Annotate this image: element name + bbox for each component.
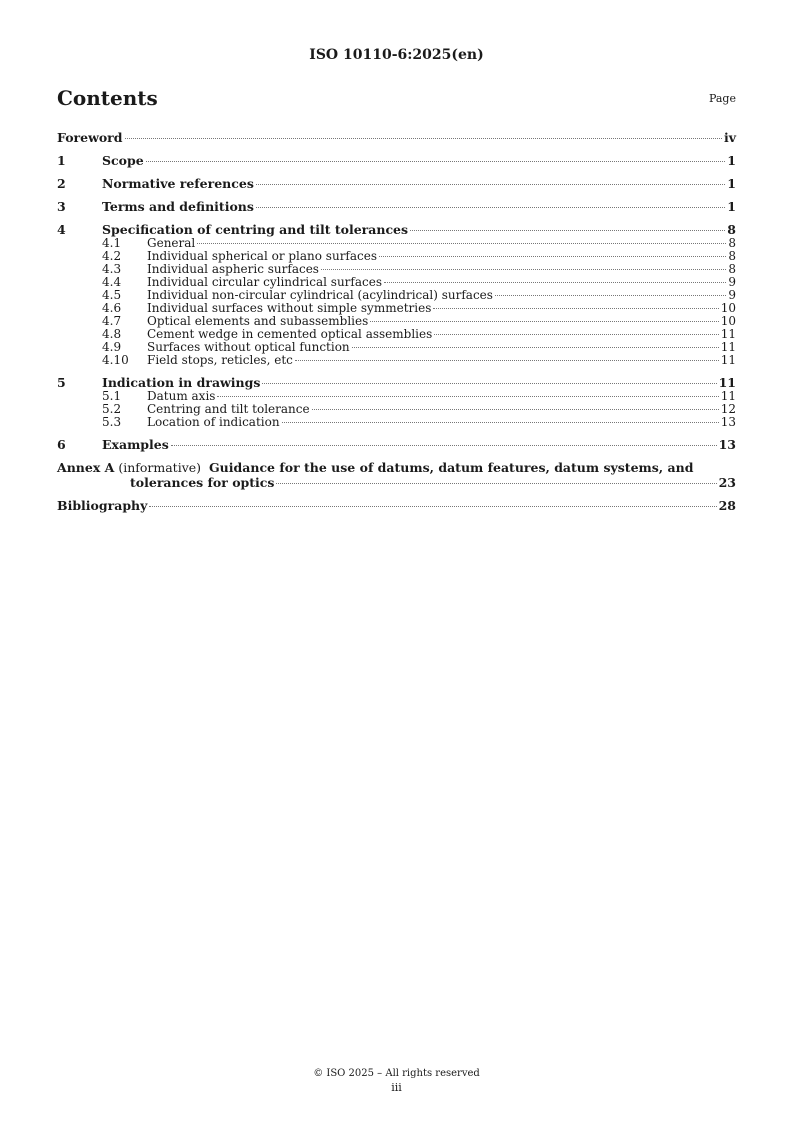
toc-subentry-label: Location of indication <box>147 415 280 429</box>
toc-subentry-label: Cement wedge in cemented optical assemblies <box>147 327 433 341</box>
dot-leader <box>295 360 719 361</box>
dot-leader <box>146 161 726 162</box>
toc-entry-page: 1 <box>727 199 736 214</box>
toc-subentry-label: Surfaces without optical function <box>147 340 350 354</box>
toc-entry-scope[interactable] <box>57 153 736 168</box>
dot-leader <box>217 396 718 397</box>
toc-subentry-label: Individual spherical or plano surfaces <box>147 249 378 263</box>
toc-subentry-number: 5.3 <box>102 415 122 429</box>
toc-subentry-label: Centring and tilt tolerance <box>147 402 310 416</box>
annex-title-line1: Guidance for the use of datums, datum features, datum systems, and <box>209 460 694 475</box>
toc-subentry-page: 11 <box>720 389 736 403</box>
annex-prefix: Annex A <box>57 460 115 475</box>
dot-leader <box>410 230 725 231</box>
toc-subentry-number: 4.9 <box>102 340 122 354</box>
toc-entry-label: Examples <box>102 437 169 452</box>
toc-entry-label: Specification of centring and tilt tolerances <box>102 222 409 237</box>
toc-entry-annex-a-continued[interactable] <box>57 475 736 490</box>
toc-entry-foreword[interactable] <box>57 130 736 145</box>
toc-subentry-page: 8 <box>728 236 736 250</box>
dot-leader <box>434 334 718 335</box>
dot-leader <box>256 207 725 208</box>
dot-leader <box>370 321 718 322</box>
dot-leader <box>433 308 718 309</box>
table-of-contents <box>57 130 736 513</box>
toc-entry-number: 3 <box>57 199 66 214</box>
toc-entry-page: 28 <box>718 498 736 513</box>
toc-entry-examples[interactable] <box>57 437 736 452</box>
toc-entry-label: Normative references <box>102 176 254 191</box>
toc-subentry-label: Individual surfaces without simple symmetries <box>147 301 432 315</box>
toc-subentry-label: Field stops, reticles, etc <box>147 353 293 367</box>
dot-leader <box>171 445 717 446</box>
page-title: Contents <box>57 86 158 110</box>
annex-page: 23 <box>718 475 736 490</box>
toc-subentry-label: Individual non-circular cylindrical (acylindrical) surfaces <box>147 288 493 302</box>
dot-leader <box>312 409 719 410</box>
toc-subentry-page: 8 <box>728 262 736 276</box>
toc-entry-label: Foreword <box>57 130 123 145</box>
toc-entry-page: iv <box>723 130 736 145</box>
toc-subentry-number: 4.10 <box>102 353 129 367</box>
toc-subentry-page: 9 <box>728 288 736 302</box>
toc-subentry-number: 4.1 <box>102 236 122 250</box>
dot-leader <box>256 184 725 185</box>
toc-subentry-label: Datum axis <box>147 389 216 403</box>
toc-subentry-number: 4.3 <box>102 262 122 276</box>
dot-leader <box>282 422 719 423</box>
toc-entry-label: Indication in drawings <box>102 375 261 390</box>
toc-subentry-label: Individual circular cylindrical surfaces <box>147 275 382 289</box>
toc-subentry-number: 4.5 <box>102 288 122 302</box>
toc-subentry-number: 5.1 <box>102 389 122 403</box>
toc-entry-annex-a[interactable] <box>57 460 736 475</box>
toc-entry-number: 2 <box>57 176 66 191</box>
toc-subentry-page: 10 <box>720 314 736 328</box>
toc-subentry-number: 4.8 <box>102 327 122 341</box>
toc-entry-label: Terms and definitions <box>102 199 254 214</box>
dot-leader <box>276 483 716 484</box>
toc-subentry-label: General <box>147 236 196 250</box>
toc-entry-page: 1 <box>727 153 736 168</box>
toc-entry-normative-references[interactable] <box>57 176 736 191</box>
annex-title-line2: tolerances for optics <box>130 475 275 490</box>
toc-entry-page: 8 <box>727 222 736 237</box>
toc-subentry-number: 5.2 <box>102 402 122 416</box>
toc-subentry-number: 4.6 <box>102 301 122 315</box>
page-number: iii <box>391 1081 402 1094</box>
dot-leader <box>352 347 719 348</box>
toc-entry-label: Bibliography <box>57 498 148 513</box>
toc-entry-number: 1 <box>57 153 66 168</box>
toc-entry-label: Scope <box>102 153 144 168</box>
toc-entry-page: 13 <box>718 437 736 452</box>
toc-subentry[interactable] <box>57 416 736 429</box>
toc-subentry-number: 4.2 <box>102 249 122 263</box>
dot-leader <box>262 383 716 384</box>
toc-subentry-page: 8 <box>728 249 736 263</box>
toc-subentry-page: 9 <box>728 275 736 289</box>
page-column-label: Page <box>708 92 736 105</box>
dot-leader <box>384 282 726 283</box>
toc-subentry-label: Optical elements and subassemblies <box>147 314 369 328</box>
toc-entry-page: 1 <box>727 176 736 191</box>
toc-subentry-page: 10 <box>720 301 736 315</box>
toc-subentry-page: 11 <box>720 327 736 341</box>
copyright-notice: © ISO 2025 – All rights reserved <box>313 1068 480 1079</box>
toc-subentry[interactable] <box>57 354 736 367</box>
dot-leader <box>321 269 726 270</box>
toc-entry-number: 6 <box>57 437 66 452</box>
toc-entry-number: 5 <box>57 375 66 390</box>
toc-entry-indication-in-drawings[interactable] <box>57 375 736 390</box>
dot-leader <box>125 138 722 139</box>
dot-leader <box>149 506 716 507</box>
document-id-header: ISO 10110-6:2025(en) <box>309 47 484 63</box>
toc-subentry-number: 4.7 <box>102 314 122 328</box>
toc-subentry-page: 12 <box>720 402 736 416</box>
annex-type: (informative) <box>118 460 202 475</box>
dot-leader <box>495 295 726 296</box>
toc-entry-page: 11 <box>718 375 736 390</box>
toc-entry-specification[interactable] <box>57 222 736 237</box>
toc-subentry-page: 13 <box>720 415 736 429</box>
toc-entry-terms-and-definitions[interactable] <box>57 199 736 214</box>
page-footer <box>0 1067 793 1095</box>
toc-subentry-page: 11 <box>720 340 736 354</box>
toc-subentry-page: 11 <box>720 353 736 367</box>
toc-subentry-label: Individual aspheric surfaces <box>147 262 319 276</box>
dot-leader <box>379 256 726 257</box>
toc-subentry-number: 4.4 <box>102 275 122 289</box>
toc-entry-number: 4 <box>57 222 66 237</box>
dot-leader <box>197 243 726 244</box>
toc-entry-bibliography[interactable] <box>57 498 736 513</box>
